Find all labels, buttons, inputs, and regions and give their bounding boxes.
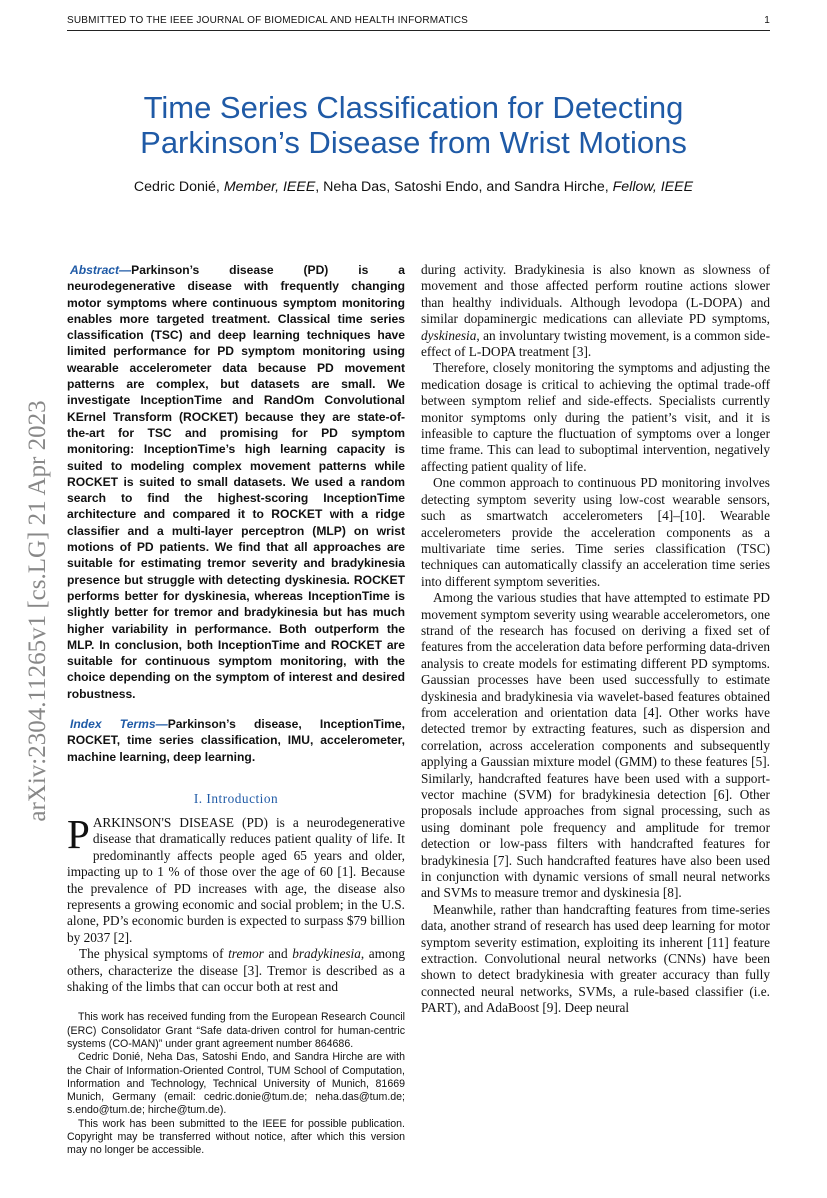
index-terms <box>67 716 405 765</box>
title-line-1: Time Series Classification for Detecting <box>143 90 684 125</box>
paragraph-text: , an involuntary twisting movement, is a common side-effect of L-DOPA treatment [3]. <box>421 327 770 360</box>
paragraph <box>421 262 770 360</box>
abstract <box>67 262 405 702</box>
footnotes <box>67 1011 405 1157</box>
paragraph-text: during activity. Bradykinesia is also known as slowness of movement and those affected perform routine actions slower than healthy individuals. Although levodopa (L-DOPA) and similar dopaminergic medications can alleviate PD symptoms, <box>421 262 770 327</box>
paragraph: Therefore, closely monitoring the symptoms and adjusting the medication dosage is critical to achieving the optimal trade-off between symptom relief and side-effects. Specialists currently monitor symptoms only during the patient’s visit, and it is infeasible to capture the fluctuation of symptoms over a longer time frame. This can lead to suboptimal intervention, negatively affecting patient quality of life. <box>421 360 770 474</box>
index-terms-label: Index Terms— <box>70 717 168 732</box>
paper-title <box>60 90 767 160</box>
index-terms-text: Parkinson’s disease, InceptionTime, ROCKET, time series classification, IMU, accelerometer, machine learning, deep learning. <box>67 717 406 764</box>
paragraph-text: ARKINSON'S DISEASE (PD) is a neurodegenerative disease that dramatically reduces patient quality of life. It predominantly affects people aged 65 years and older, impacting up to 1 % of those over the age of 60 [1]. Because the prevalence of PD increases with age, the disease also represents a growing economic and social problem; in the U.S. alone, PD’s economic burden is expected to surpass $79 billion by 2037 [2]. <box>67 814 405 945</box>
paragraph: Among the various studies that have attempted to estimate PD movement symptom severity using wearable accelerometors, one strand of the research has focused on deriving a fixed set of features from the acceleration data before performing data-driven analysis to create models for estimating different PD symptoms. Gaussian processes have been used successfully to estimate dyskinesia and bradykinesia via wavelet-based features obtained from acceleration and orientation data [4]. Other works have detected tremor by extracting features, such as dispersion and correlation, across acceleration components and subsequently applying a Gaussian mixture model (GMM) to these features [5]. Similarly, handcrafted features have been used with a support-vector machine (SVM) for bradykinesia detection [6]. Other proposals include approaches from signal processing, such as using dominant pole frequency and amplitude for tremor detection or low-pass filters with handcrafted features for bradykinesia [7]. Such handcrafted features have also been used in conjunction with dynamic versions of small neural networks and SVMs to measure tremor and dyskinesia [8]. <box>421 590 770 901</box>
abstract-text: Parkinson’s disease (PD) is a neurodegenerative disease with frequently changing motor symptoms where continuous symptom monitoring enables more targeted treatment. Classical time series classification (TSC) and deep learning techniques have limited performance for PD symptom monitoring using wearable accelerometer data because PD movement patterns are complex, but datasets are small. We investigate InceptionTime and RandOm Convolutional KErnel Transform (ROCKET) because they are state-of-the-art for TSC and promising for PD symptom monitoring: InceptionTime’s high learning capacity is suited to modeling complex movement patterns while ROCKET is suited to small datasets. We used a random search to find the highest-scoring InceptionTime architecture and compared it to ROCKET with a ridge classifier and a multi-layer perceptron (MLP) on wrist motions of PD patients. We find that all approaches are suitable for estimating tremor severity and bradykinesia presence but struggle with detecting dyskinesia. ROCKET performs better for dyskinesia, whereas InceptionTime is slightly better for tremor and bradykinesia but has much higher variability in performance. Both outperform the MLP. In conclusion, both InceptionTime and ROCKET are suitable for continuous symptom monitoring, with the choice depending on the symptom of interest and desired robustness. <box>67 263 405 701</box>
left-column <box>67 262 405 1158</box>
emphasis: tremor <box>228 946 264 962</box>
emphasis: bradykinesia <box>292 946 361 962</box>
title-line-2: Parkinson’s Disease from Wrist Motions <box>140 125 687 160</box>
emphasis: dyskinesia <box>421 327 477 343</box>
arxiv-stamp: arXiv:2304.11265v1 [cs.LG] 21 Apr 2023 <box>24 400 51 822</box>
paragraph: One common approach to continuous PD monitoring involves detecting symptom severity using low-cost wearable sensors, such as smartwatch accelerometers [4]–[10]. Wearable accelerometers provide the acceleration components as a multivariate time series. Time series classification (TSC) techniques can automatically classify an acceleration time series into different symptom severities. <box>421 475 770 589</box>
section-heading: I. Introduction <box>193 790 279 806</box>
journal-name: SUBMITTED TO THE IEEE JOURNAL OF BIOMEDICAL AND HEALTH INFORMATICS <box>67 15 469 26</box>
membership: Member, IEEE <box>223 179 316 195</box>
funding-note: This work has received funding from the European Research Council (ERC) Consolidator Grant “Safe data-driven control for human-centric systems (CO-MAN)” under grant agreement number 864686. <box>67 1011 405 1050</box>
paragraph-text: The physical symptoms of <box>79 946 229 962</box>
paragraph <box>67 810 405 946</box>
affiliation-note: Cedric Donié, Neha Das, Satoshi Endo, and Sandra Hirche are with the Chair of Information-Oriented Control, TUM School of Computation, Information and Technology, Technical University of Munich, 81669 Munich, Germany (email: cedric.donie@tum.de; neha.das@tum.de; s.endo@tum.de; hirche@tum.de). <box>67 1051 405 1117</box>
paragraph-text: and <box>263 946 293 962</box>
author-text: Cedric Donié, <box>133 179 224 195</box>
paragraph <box>67 946 405 995</box>
running-header <box>67 15 770 31</box>
paragraph-text: , among others, characterize the disease [3]. Tremor is described as a shaking of the limbs that can occur both at rest and <box>67 946 405 994</box>
page-number: 1 <box>764 15 770 26</box>
author-list <box>60 179 767 195</box>
membership: Fellow, IEEE <box>612 179 694 195</box>
author-text: , Neha Das, Satoshi Endo, and Sandra Hirche, <box>315 179 613 195</box>
right-column <box>421 262 770 1017</box>
abstract-label: Abstract— <box>70 263 132 277</box>
drop-cap: P <box>67 810 90 857</box>
copyright-note: This work has been submitted to the IEEE for possible publication. Copyright may be transferred without notice, after which this version may no longer be accessible. <box>67 1117 405 1157</box>
paragraph: Meanwhile, rather than handcrafting features from time-series data, another strand of research has used deep learning for motor symptom severity estimation, exploiting its inherent [11] feature extraction. Convolutional neural networks (CNNs) have been shown to detect bradykinesia with greater accuracy than fully connected neural networks, SVMs, a rule-based classifier (i.e. PART), and AdaBoost [9]. Deep neural <box>421 901 770 1016</box>
